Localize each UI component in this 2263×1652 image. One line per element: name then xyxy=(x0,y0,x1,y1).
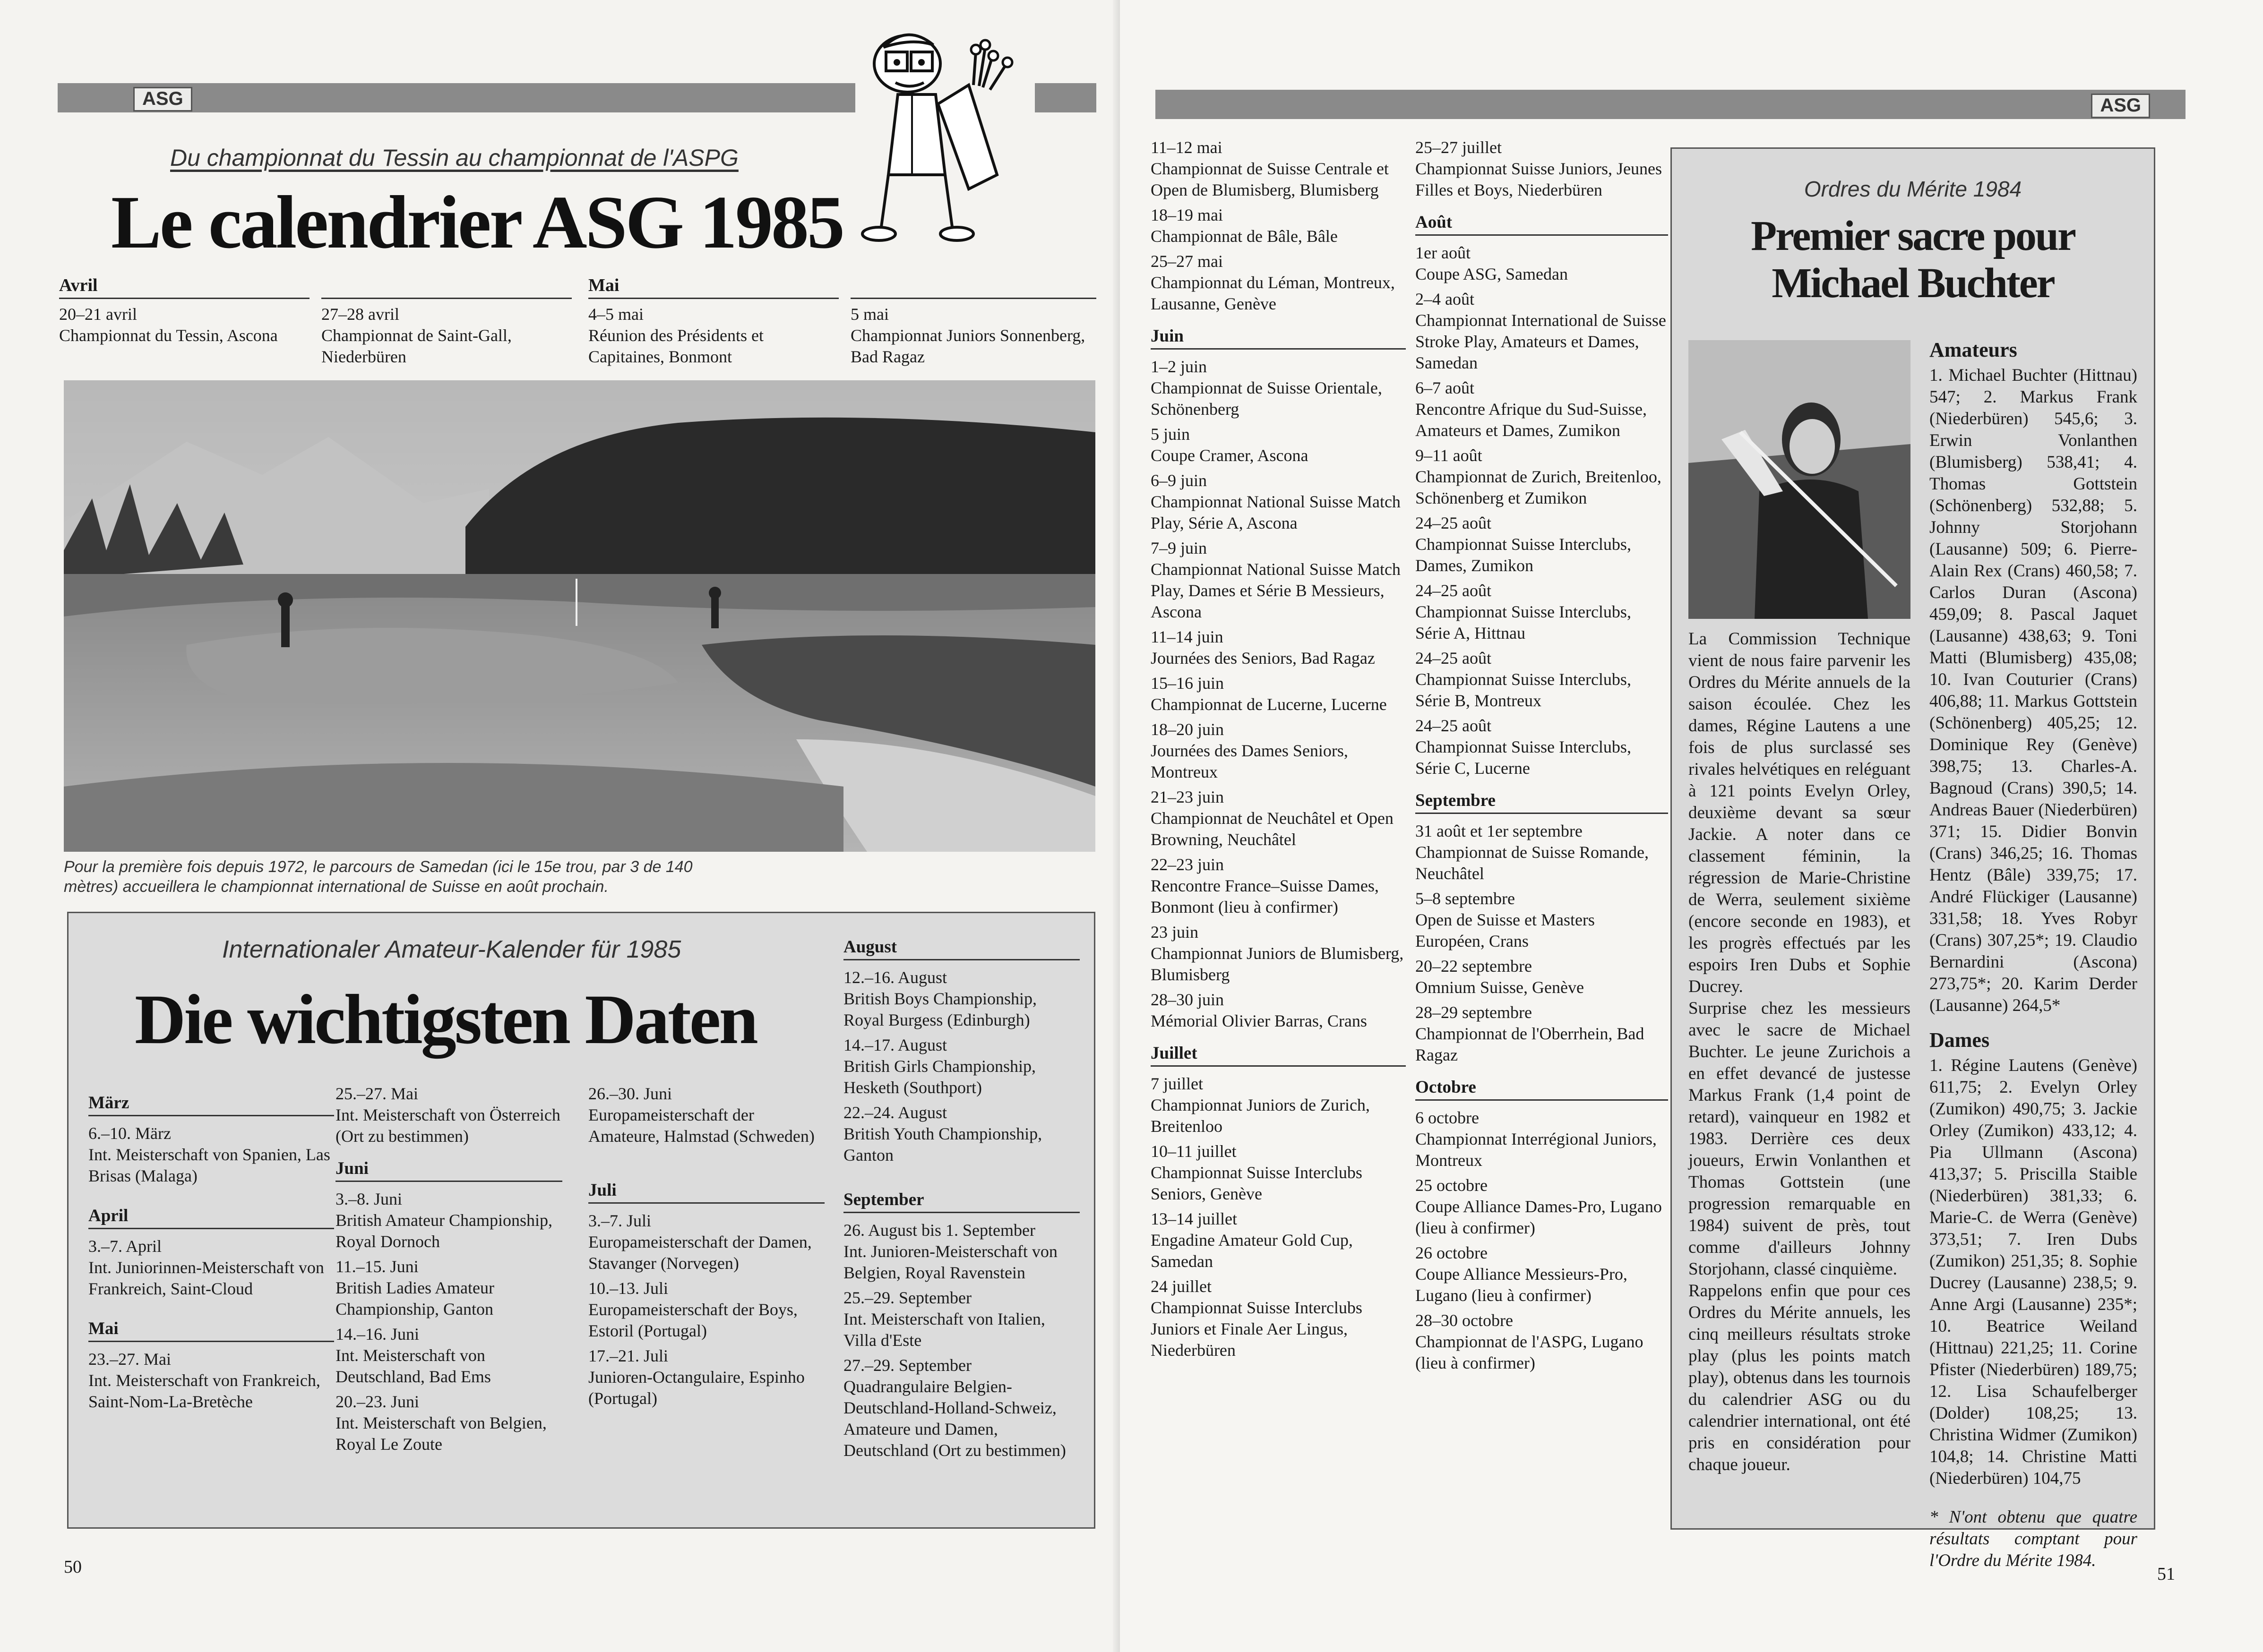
entry-date: 27–28 avril xyxy=(321,305,399,324)
month-heading: Juli xyxy=(588,1180,825,1204)
entry-text: Championnat de Suisse Centrale et Open de Blumisberg, Blumisberg xyxy=(1151,159,1389,199)
entry-date: 13–14 juillet xyxy=(1151,1209,1237,1228)
entry-text: Mémorial Olivier Barras, Crans xyxy=(1151,1011,1367,1030)
article-kicker: Du championnat du Tessin au championnat de l'ASPG xyxy=(170,145,739,171)
entry-text: British Youth Championship, Ganton xyxy=(843,1124,1042,1164)
intl-kicker: Internationaler Amateur-Kalender für 1985 xyxy=(222,936,681,963)
entry-text: Championnat National Suisse Match Play, Dames et Série B Messieurs, Ascona xyxy=(1151,560,1401,621)
calendar-entry xyxy=(843,967,1080,1031)
right-col-1 xyxy=(1151,137,1406,1365)
merit-rankings xyxy=(1929,338,2137,1572)
calendar-entry xyxy=(1415,580,1668,644)
dames-ranking: 1. Régine Lautens (Genève) 611,75; 2. Evelyn Orley (Zumikon) 490,75; 3. Jackie Orley (Zumikon) 433,12; 4. Pia Ullmann (Ascona) 413,37; 5. Priscilla Staible (Niederbüren) 381,33; 6. Marie-C. de Werra (Genève) 373,51; 7. Iren Dubs (Zumikon) 251,35; 8. Sophie Ducrey (Lausanne) 238,5; 9. Anne Argi (Lausanne) 235*; 10. Beatrice Weiland (Hittnau) 221,25; 11. Corine Pfister (Niederbüren) 189,75; 12. Lisa Schaufelberger (Dolder) 108,25; 13. Christina Widmer (Zumikon) 104,8; 14. Christine Matti (Niederbüren) 104,75 xyxy=(1929,1056,2137,1488)
calendar-entry xyxy=(1151,251,1406,315)
merit-sidebar xyxy=(1670,147,2155,1570)
calendar-entry xyxy=(1151,626,1406,669)
entry-date: 5–8 septembre xyxy=(1415,889,1515,908)
entry-text: Championnat Suisse Interclubs Seniors, Genève xyxy=(1151,1163,1362,1203)
entry-date: 10–11 juillet xyxy=(1151,1142,1237,1161)
calendar-entry xyxy=(1415,445,1668,509)
amateurs-heading: Amateurs xyxy=(1929,338,2017,361)
entry-text: Championnat de Zurich, Breitenloo, Schönenberg et Zumikon xyxy=(1415,467,1661,507)
article-paragraph: La Commission Technique vient de nous faire parvenir les Ordres du Mérite annuels de la saison écoulée. Chez les dames, Régine Lautens a une fois de plus surclassé ses rivales helvétiques en reléguant à 121 points Evelyn Orley, deuxième devant sa sœur Jackie. A noter dans ce classement féminin, la régression de Marie-Christine de Werra, seulement sixième (encore seconde en 1983), et les progrès effectués par les espoirs Iren Dubs et Sophie Ducrey. xyxy=(1688,629,1910,996)
calendar-entry xyxy=(1415,715,1668,779)
entry-date: 3.–7. Juli xyxy=(588,1211,652,1230)
entry-date: 7–9 juin xyxy=(1151,539,1207,557)
entry-date: 6–9 juin xyxy=(1151,471,1207,490)
intl-col-4 xyxy=(843,937,1080,1465)
month-heading: März xyxy=(88,1093,334,1116)
month-heading: September xyxy=(843,1190,1080,1213)
entry-date: 20–21 avril xyxy=(59,305,137,324)
entry-date: 11–12 mai xyxy=(1151,138,1222,157)
calendar-entry xyxy=(843,1220,1080,1284)
entry-date: 3.–7. April xyxy=(88,1237,162,1256)
entry-text: Championnat Suisse Interclubs, Série C, Lucerne xyxy=(1415,737,1631,778)
calendar-entry xyxy=(1415,1107,1668,1171)
entry-text: Championnat International de Suisse Stroke Play, Amateurs et Dames, Samedan xyxy=(1415,311,1666,372)
calendar-entry xyxy=(1151,538,1406,623)
entry-text: Open de Suisse et Masters Européen, Crans xyxy=(1415,910,1595,950)
player-photo xyxy=(1688,340,1910,619)
calendar-entry xyxy=(1151,673,1406,715)
entry-text: Rencontre France–Suisse Dames, Bonmont (lieu à confirmer) xyxy=(1151,876,1379,916)
entry-date: 6–7 août xyxy=(1415,378,1474,397)
month-heading xyxy=(321,275,572,299)
section-tag: ASG xyxy=(2091,94,2150,118)
month-heading: April xyxy=(88,1206,334,1229)
section-band xyxy=(1155,90,2186,119)
entry-date: 9–11 août xyxy=(1415,446,1482,465)
calendar-entry xyxy=(321,304,572,368)
entry-date: 1–2 juin xyxy=(1151,357,1207,376)
entry-date: 12.–16. August xyxy=(843,968,947,987)
calendar-entry xyxy=(588,1083,825,1147)
footnote: * N'ont obtenu que quatre résultats comptant pour l'Ordre du Mérite 1984. xyxy=(1929,1507,2137,1570)
calendar-entry xyxy=(1415,513,1668,576)
entry-date: 26.–30. Juni xyxy=(588,1084,672,1103)
entry-date: 24–25 août xyxy=(1415,514,1491,532)
entry-date: 28–29 septembre xyxy=(1415,1003,1532,1022)
entry-text: Championnat Suisse Juniors, Jeunes Filles et Boys, Niederbüren xyxy=(1415,159,1662,199)
entry-date: 24–25 août xyxy=(1415,649,1491,668)
calendar-entry xyxy=(588,1278,825,1342)
entry-text: Championnat de l'ASPG, Lugano (lieu à confirmer) xyxy=(1415,1332,1643,1372)
calendar-entry xyxy=(1151,787,1406,850)
entry-text: Europameisterschaft der Boys, Estoril (Portugal) xyxy=(588,1300,798,1340)
entry-text: Int. Meisterschaft von Italien, Villa d'Este xyxy=(843,1310,1045,1350)
entry-text: Engadine Amateur Gold Cup, Samedan xyxy=(1151,1231,1353,1271)
calendar-entry xyxy=(1415,1175,1668,1239)
entry-date: 28–30 juin xyxy=(1151,990,1224,1009)
entry-text: Réunion des Présidents et Capitaines, Bonmont xyxy=(588,326,764,366)
entry-text: Europameisterschaft der Amateure, Halmstad (Schweden) xyxy=(588,1105,815,1146)
intl-col-3 xyxy=(588,1083,825,1413)
calendar-entry xyxy=(1415,1242,1668,1306)
entry-date: 6 octobre xyxy=(1415,1108,1479,1127)
calendar-entry xyxy=(88,1349,334,1412)
intl-col-2 xyxy=(336,1083,562,1459)
calendar-entry xyxy=(88,1123,334,1187)
entry-date: 23.–27. Mai xyxy=(88,1350,171,1369)
month-heading: Septembre xyxy=(1415,790,1668,814)
entry-text: British Boys Championship, Royal Burgess (Edinburgh) xyxy=(843,989,1037,1029)
entry-text: Championnat Juniors Sonnenberg, Bad Ragaz xyxy=(851,326,1085,366)
intl-calendar-box xyxy=(67,912,1095,1529)
entry-text: Int. Junioren-Meisterschaft von Belgien, Royal Ravenstein xyxy=(843,1242,1058,1282)
month-heading: Mai xyxy=(588,275,839,299)
entry-date: 22–23 juin xyxy=(1151,855,1224,874)
entry-date: 18–19 mai xyxy=(1151,205,1223,224)
entry-text: Championnat Suisse Interclubs, Dames, Zumikon xyxy=(1415,535,1631,575)
entry-date: 18–20 juin xyxy=(1151,720,1224,739)
entry-date: 5 juin xyxy=(1151,425,1190,444)
entry-date: 14.–17. August xyxy=(843,1036,947,1054)
entry-text: Int. Meisterschaft von Österreich (Ort zu bestimmen) xyxy=(336,1105,560,1146)
calendar-entry xyxy=(1415,289,1668,374)
entry-date: 31 août et 1er septembre xyxy=(1415,822,1583,840)
calendar-entry xyxy=(1151,854,1406,918)
sidebar-kicker: Ordres du Mérite 1984 xyxy=(1804,177,2022,201)
article-paragraph: Rappelons enfin que pour ces Ordres du Mérite annuels, les cinq meilleurs résultats stroke play (plus les points match play), obtenus dans les tournois du calendrier ASG ou du calendrier international, ont été pris en considération pour chaque joueur. xyxy=(1688,1281,1910,1474)
entry-text: British Ladies Amateur Championship, Ganton xyxy=(336,1278,494,1318)
entry-date: 7 juillet xyxy=(1151,1074,1203,1093)
entry-date: 2–4 août xyxy=(1415,290,1474,308)
calendar-entry xyxy=(843,1035,1080,1098)
entry-date: 1er août xyxy=(1415,243,1471,262)
month-heading: Juin xyxy=(1151,326,1406,350)
calendar-entry xyxy=(1415,377,1668,441)
entry-text: Omnium Suisse, Genève xyxy=(1415,978,1584,997)
entry-date: 11–14 juin xyxy=(1151,627,1223,646)
month-heading: Octobre xyxy=(1415,1077,1668,1101)
calendar-entry xyxy=(1151,1276,1406,1361)
calendar-entry xyxy=(1415,888,1668,952)
amateurs-ranking: 1. Michael Buchter (Hittnau) 547; 2. Markus Frank (Niederbüren) 545,6; 3. Erwin Vonlanthen (Blumisberg) 538,41; 4. Thomas Gottstein (Schönenberg) 532,88; 5. Johnny Storjohann (Lausanne) 509; 6. Pierre-Alain Rex (Crans) 460,58; 7. Carlos Duran (Ascona) 459,09; 8. Pascal Jaquet (Lausanne) 438,63; 9. Toni Matti (Blumisberg) 435,08; 10. Ivan Couturier (Crans) 406,88; 11. Markus Gottstein (Schönenberg) 405,25; 12. Dominique Rey (Genève) 398,75; 13. Charles-A. Bagnoud (Crans) 390,5; 14. Andreas Bauer (Niederbüren) 371; 15. Didier Bonvin (Crans) 346,25; 16. Thomas Hentz (Bâle) 339,75; 17. André Flückiger (Lausanne) 331,58; 18. Yves Robyr (Crans) 307,25*; 19. Claudio Bernardini (Ascona) 273,75*; 20. Karim Derder (Lausanne) 264,5* xyxy=(1929,366,2137,1015)
entry-date: 25.–29. September xyxy=(843,1288,972,1307)
article-headline: Le calendrier ASG 1985 xyxy=(111,180,843,264)
entry-date: 20.–23. Juni xyxy=(336,1392,420,1411)
entry-text: Rencontre Afrique du Sud-Suisse, Amateurs et Dames, Zumikon xyxy=(1415,400,1647,440)
entry-date: 3.–8. Juni xyxy=(336,1190,403,1208)
entry-date: 25–27 juillet xyxy=(1415,138,1502,157)
calendar-entry xyxy=(1151,424,1406,466)
entry-date: 27.–29. September xyxy=(843,1356,972,1375)
top-col-1 xyxy=(59,275,310,350)
calendar-entry xyxy=(588,304,839,368)
entry-date: 24 juillet xyxy=(1151,1277,1212,1296)
entry-text: Int. Meisterschaft von Frankreich, Saint-Nom-La-Bretèche xyxy=(88,1371,320,1411)
entry-date: 17.–21. Juli xyxy=(588,1346,669,1365)
month-heading xyxy=(851,275,1096,299)
calendar-entry xyxy=(59,304,310,346)
entry-date: 23 juin xyxy=(1151,923,1199,942)
entry-date: 20–22 septembre xyxy=(1415,957,1532,976)
entry-date: 24–25 août xyxy=(1415,581,1491,600)
month-heading: Juni xyxy=(336,1158,562,1182)
top-col-2 xyxy=(321,275,572,371)
entry-text: Championnat Juniors de Blumisberg, Blumisberg xyxy=(1151,944,1404,984)
calendar-entry xyxy=(1151,989,1406,1032)
month-heading: Juillet xyxy=(1151,1043,1406,1067)
entry-text: Championnat National Suisse Match Play, Série A, Ascona xyxy=(1151,492,1401,532)
sidebar-title: Premier sacre pour Michael Buchter xyxy=(1751,213,2075,307)
month-heading: Avril xyxy=(59,275,310,299)
entry-text: Championnat de l'Oberrhein, Bad Ragaz xyxy=(1415,1024,1644,1064)
right-col-2 xyxy=(1415,137,1668,1378)
calendar-entry xyxy=(1151,922,1406,985)
calendar-entry xyxy=(1151,470,1406,534)
calendar-entry xyxy=(1415,1002,1668,1066)
section-tag: ASG xyxy=(133,87,192,111)
top-col-4 xyxy=(851,275,1096,371)
entry-date: 10.–13. Juli xyxy=(588,1279,669,1298)
entry-text: Coupe Alliance Dames-Pro, Lugano (lieu à confirmer) xyxy=(1415,1197,1662,1237)
entry-text: Coupe Cramer, Ascona xyxy=(1151,446,1308,465)
month-heading: Août xyxy=(1415,212,1668,236)
entry-text: Int. Meisterschaft von Spanien, Las Brisas (Malaga) xyxy=(88,1145,330,1185)
entry-text: Championnat de Suisse Romande, Neuchâtel xyxy=(1415,843,1649,883)
calendar-entry xyxy=(1415,242,1668,285)
entry-text: British Girls Championship, Hesketh (Southport) xyxy=(843,1057,1036,1097)
entry-text: Championnat de Lucerne, Lucerne xyxy=(1151,695,1387,714)
entry-text: Championnat Suisse Interclubs, Série B, Montreux xyxy=(1415,670,1631,710)
entry-text: Int. Meisterschaft von Deutschland, Bad Ems xyxy=(336,1346,491,1386)
page-number: 50 xyxy=(64,1557,82,1577)
entry-text: Journées des Dames Seniors, Montreux xyxy=(1151,741,1348,781)
entry-text: Championnat du Tessin, Ascona xyxy=(59,326,278,345)
calendar-entry xyxy=(1151,719,1406,783)
entry-date: 25.–27. Mai xyxy=(336,1084,418,1103)
calendar-entry xyxy=(843,1355,1080,1461)
calendar-entry xyxy=(1415,648,1668,711)
intl-headline: Die wichtigsten Daten xyxy=(135,980,757,1059)
calendar-entry xyxy=(843,1102,1080,1166)
entry-date: 6.–10. März xyxy=(88,1124,171,1143)
calendar-entry xyxy=(88,1236,334,1300)
article-paragraph: Surprise chez les messieurs avec le sacre de Michael Buchter. Le jeune Zurichois a en effet devancé de justesse Markus Frank (1,4 point de retard), vainqueur en 1982 et 1983. Derrière ces deux joueurs, Erwin Vonlanthen et Thomas Gottstein (une progression remarquable en 1984) suivent de près, tout comme d'ailleurs Johnny Storjohann, classé cinquième. xyxy=(1688,999,1910,1279)
entry-date: 24–25 août xyxy=(1415,716,1491,735)
calendar-entry xyxy=(1151,205,1406,247)
calendar-entry xyxy=(1151,1208,1406,1272)
golf-course-photo xyxy=(64,380,1095,852)
month-heading: August xyxy=(843,937,1080,960)
calendar-entry xyxy=(1151,356,1406,420)
entry-date: 15–16 juin xyxy=(1151,674,1224,693)
entry-date: 26 octobre xyxy=(1415,1243,1488,1262)
sidebar-article xyxy=(1688,628,1910,1476)
entry-text: Championnat du Léman, Montreux, Lausanne, Genève xyxy=(1151,273,1395,313)
entry-date: 26. August bis 1. September xyxy=(843,1221,1035,1240)
top-col-3 xyxy=(588,275,839,371)
calendar-entry xyxy=(336,1083,562,1147)
entry-text: Junioren-Octangulaire, Espinho (Portugal) xyxy=(588,1368,805,1408)
entry-date: 14.–16. Juni xyxy=(336,1325,420,1344)
entry-text: Int. Meisterschaft von Belgien, Royal Le Zoute xyxy=(336,1413,547,1454)
entry-text: Championnat Juniors de Zurich, Breitenloo xyxy=(1151,1096,1370,1136)
entry-date: 22.–24. August xyxy=(843,1103,947,1122)
page-number: 51 xyxy=(2157,1564,2175,1584)
entry-text: Coupe ASG, Samedan xyxy=(1415,265,1568,283)
calendar-entry xyxy=(1415,137,1668,201)
entry-text: Championnat Interrégional Juniors, Montreux xyxy=(1415,1130,1657,1170)
calendar-entry xyxy=(843,1287,1080,1351)
entry-text: British Amateur Championship, Royal Dornoch xyxy=(336,1211,552,1251)
calendar-entry xyxy=(1151,137,1406,201)
calendar-entry xyxy=(1415,1310,1668,1374)
calendar-entry xyxy=(336,1391,562,1455)
entry-text: Championnat de Bâle, Bâle xyxy=(1151,227,1338,246)
calendar-entry xyxy=(588,1345,825,1409)
calendar-entry xyxy=(336,1256,562,1320)
right-page xyxy=(1120,0,2263,1652)
calendar-entry xyxy=(588,1210,825,1274)
left-page xyxy=(0,0,1120,1652)
dames-heading: Dames xyxy=(1929,1028,1990,1052)
month-heading: Mai xyxy=(88,1318,334,1342)
entry-date: 25–27 mai xyxy=(1151,252,1223,271)
entry-text: Championnat Suisse Interclubs Juniors et Finale Aer Lingus, Niederbüren xyxy=(1151,1298,1362,1360)
entry-text: Championnat de Neuchâtel et Open Browning, Neuchâtel xyxy=(1151,809,1394,849)
entry-text: Int. Juniorinnen-Meisterschaft von Frankreich, Saint-Cloud xyxy=(88,1258,324,1298)
calendar-entry xyxy=(851,304,1096,368)
entry-date: 25 octobre xyxy=(1415,1176,1488,1195)
entry-date: 28–30 octobre xyxy=(1415,1311,1513,1330)
entry-text: Championnat Suisse Interclubs, Série A, Hittnau xyxy=(1415,602,1631,642)
calendar-entry xyxy=(1415,821,1668,884)
photo-caption: Pour la première fois depuis 1972, le parcours de Samedan (ici le 15e trou, par 3 de 140 mètres) accueillera le championnat international de Suisse en août prochain. xyxy=(64,858,693,896)
intl-col-1 xyxy=(88,1093,334,1416)
entry-date: 21–23 juin xyxy=(1151,787,1224,806)
entry-date: 4–5 mai xyxy=(588,305,644,324)
calendar-entry xyxy=(336,1189,562,1252)
entry-text: Coupe Alliance Messieurs-Pro, Lugano (lieu à confirmer) xyxy=(1415,1265,1627,1305)
calendar-entry xyxy=(1151,1141,1406,1205)
entry-text: Europameisterschaft der Damen, Stavanger (Norvegen) xyxy=(588,1233,812,1273)
entry-date: 5 mai xyxy=(851,305,889,324)
calendar-entry xyxy=(1415,956,1668,998)
calendar-entry xyxy=(1151,1073,1406,1137)
entry-text: Quadrangulaire Belgien-Deutschland-Holland-Schweiz, Amateure und Damen, Deutschland (Ort zu bestimmen) xyxy=(843,1377,1066,1460)
entry-date: 11.–15. Juni xyxy=(336,1257,419,1276)
entry-text: Championnat de Saint-Gall, Niederbüren xyxy=(321,326,512,366)
entry-text: Journées des Seniors, Bad Ragaz xyxy=(1151,649,1375,668)
calendar-entry xyxy=(336,1324,562,1387)
entry-text: Championnat de Suisse Orientale, Schönenberg xyxy=(1151,378,1382,419)
golfer-cartoon xyxy=(855,19,1035,265)
